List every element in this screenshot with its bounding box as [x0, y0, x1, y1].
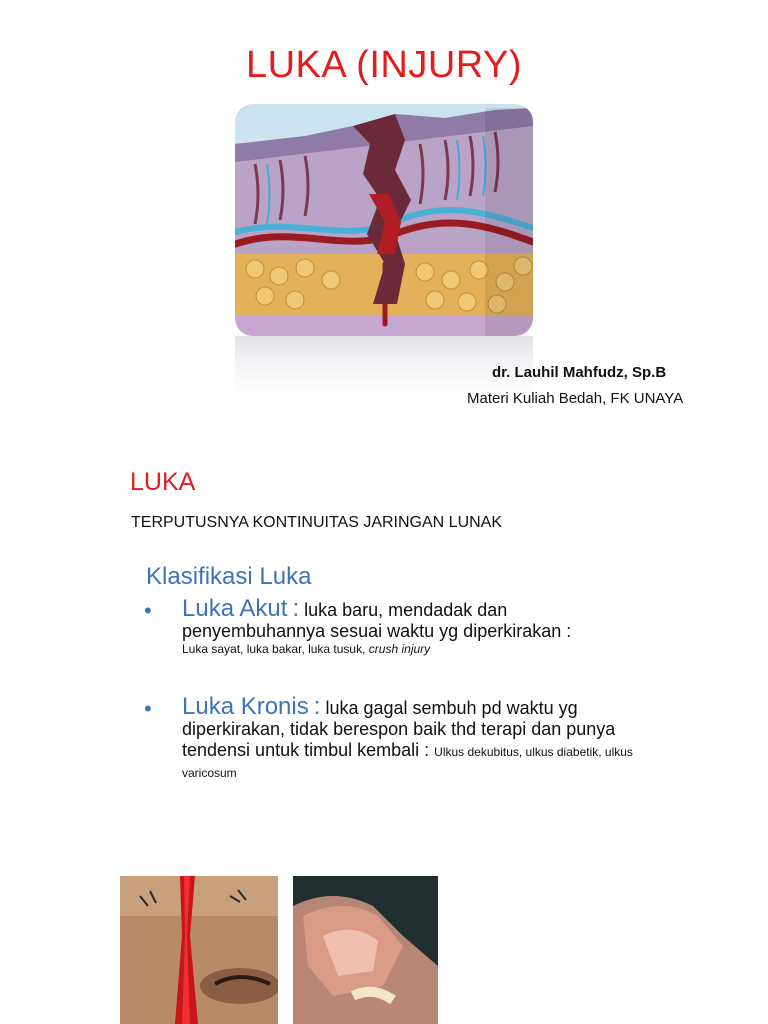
section-heading: LUKA: [130, 468, 196, 496]
definition-text: TERPUTUSNYA KONTINUITAS JARINGAN LUNAK: [131, 514, 503, 531]
item-description: luka baru, mendadak dan penyembuhannya sesuai waktu yg diperkirakan :: [182, 600, 572, 641]
classification-heading: Klasifikasi Luka: [146, 563, 312, 590]
illustration-reflection: [235, 336, 533, 396]
item-title: Luka Akut: [182, 595, 288, 622]
item-description: luka gagal sembuh pd waktu yg diperkirakan, tidak berespon baik thd terapi dan punya tendensi untuk timbul kembali :: [182, 698, 616, 760]
burn-wound-photo: [293, 876, 438, 1024]
item-examples: Luka sayat, luka bakar, luka tusuk,: [182, 642, 366, 656]
skin-wound-illustration: [235, 104, 533, 336]
facial-laceration-photo: [120, 876, 278, 1024]
bullet: •: [144, 598, 152, 623]
item-separator: :: [313, 693, 321, 720]
author-affiliation: Materi Kuliah Bedah, FK UNAYA: [467, 390, 684, 407]
slide-title: LUKA (INJURY): [245, 44, 523, 86]
item-separator: :: [292, 595, 300, 622]
item-title: Luka Kronis: [182, 693, 309, 720]
author-name: dr. Lauhil Mahfudz, Sp.B: [492, 364, 667, 381]
bullet: •: [144, 696, 152, 721]
item-examples: Ulkus dekubitus, ulkus diabetik, ulkus varicosum: [182, 745, 633, 780]
item-examples-italic: crush injury: [368, 642, 431, 656]
